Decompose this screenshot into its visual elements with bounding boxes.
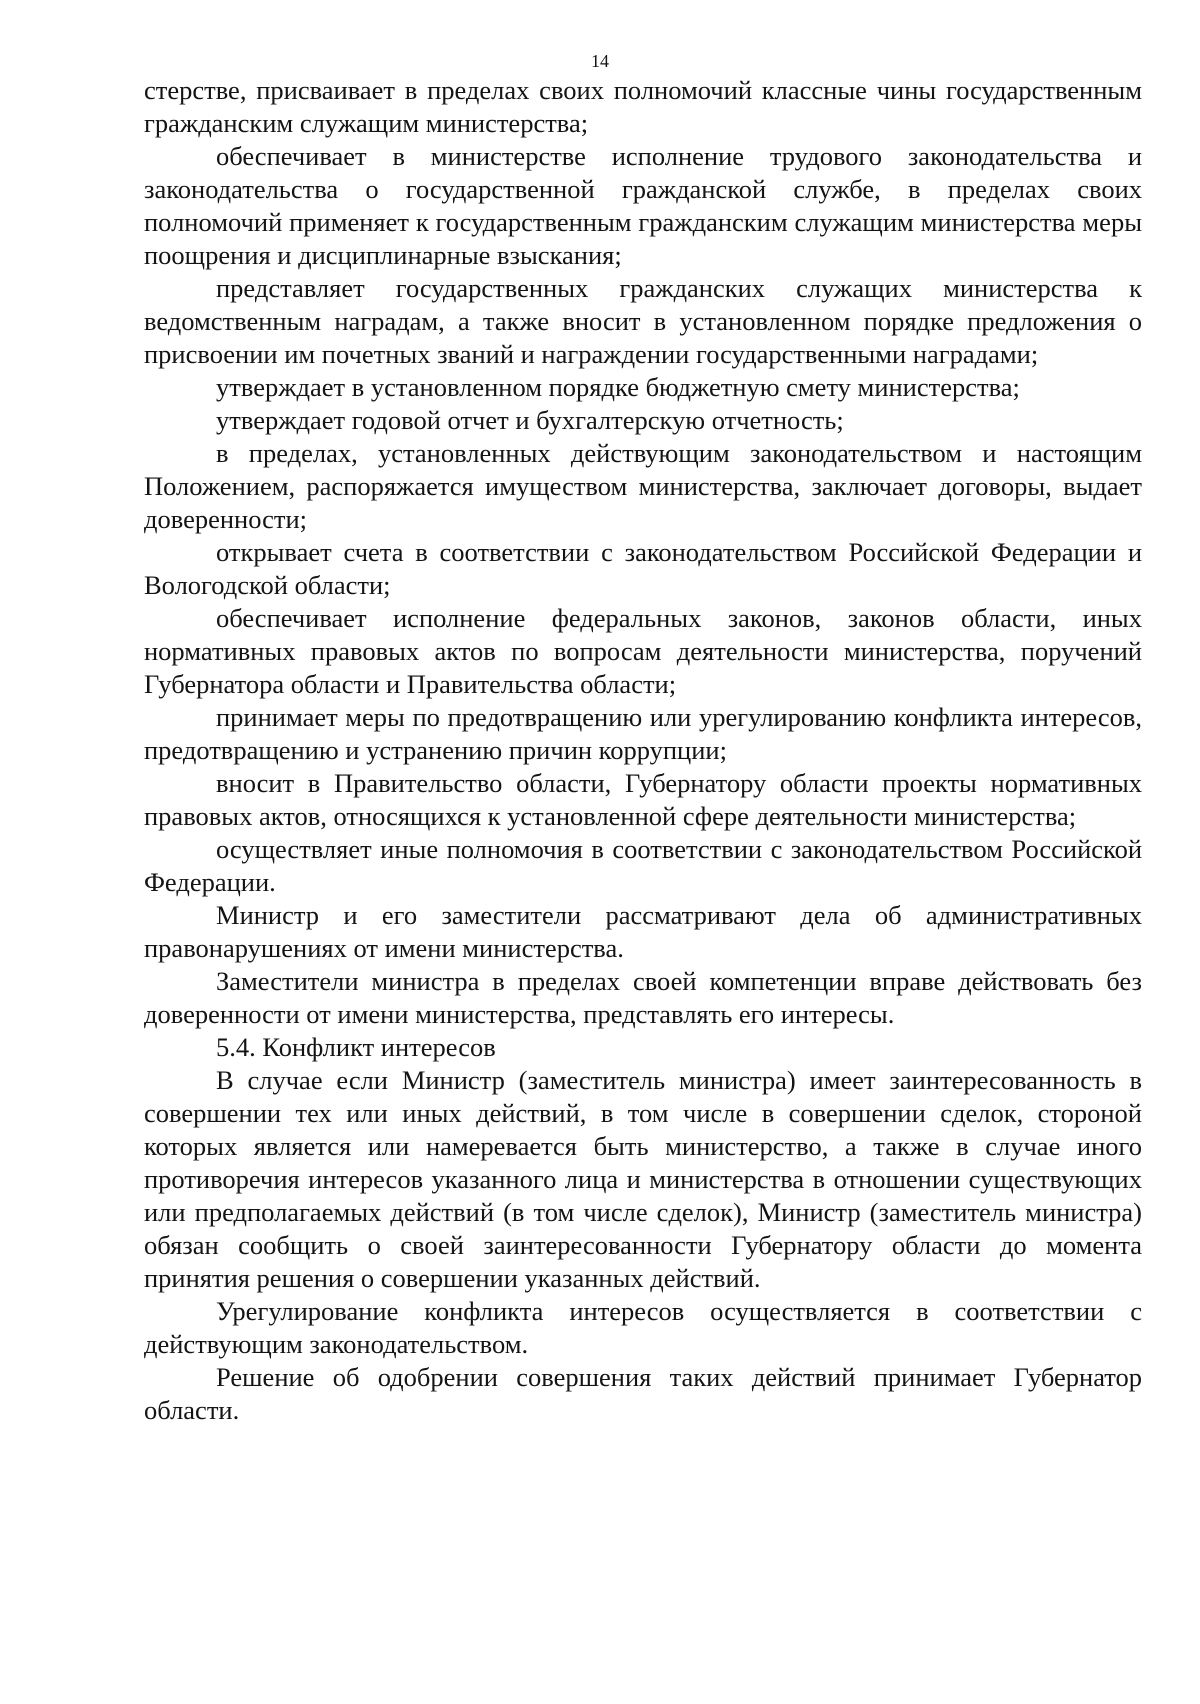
paragraph-continuation: стерстве, присваивает в пределах своих полномочий классные чины государственным гражданским служащим министерства; (144, 75, 1142, 138)
paragraph: вносит в Правительство области, Губернатору области проекты нормативных правовых актов, относящихся к установленной сфере деятельности министерства; (144, 768, 1142, 831)
paragraph: осуществляет иные полномочия в соответствии с законодательством Российской Федерации. (144, 834, 1142, 897)
paragraph: открывает счета в соответствии с законодательством Российской Федерации и Вологодской области; (144, 537, 1142, 600)
paragraph: Министр и его заместители рассматривают дела об административных правонарушениях от имени министерства. (144, 900, 1142, 963)
document-body (144, 74, 1142, 1427)
paragraph: утверждает в установленном порядке бюджетную смету министерства; (216, 372, 1020, 402)
paragraph: В случае если Министр (заместитель министра) имеет заинтересованность в совершении тех или иных действий, в том числе в совершении сделок, стороной которых является или намеревается быть министерство, а также в случае иного противоречия интересов указанного лица и министерства в отношении существующих или предполагаемых действий (в том числе сделок), Министр (заместитель министра) обязан сообщить о своей заинтересованности Губернатору области до момента принятия решения о совершении указанных действий. (144, 1065, 1142, 1293)
paragraph: Урегулирование конфликта интересов осуществляется в соответствии с действующим законодательством. (144, 1296, 1142, 1359)
page-number: 14 (591, 51, 609, 71)
paragraph: принимает меры по предотвращению или урегулированию конфликта интересов, предотвращению и устранению причин коррупции; (144, 702, 1142, 765)
paragraph: Решение об одобрении совершения таких действий принимает Губернатор области. (144, 1362, 1142, 1425)
paragraph: представляет государственных гражданских служащих министерства к ведомственным наградам, а также вносит в установленном порядке предложения о присвоении им почетных званий и награждении государственными наградами; (144, 273, 1142, 369)
paragraph: в пределах, установленных действующим законодательством и настоящим Положением, распоряжается имуществом министерства, заключает договоры, выдает доверенности; (144, 438, 1142, 534)
paragraph: обеспечивает исполнение федеральных законов, законов области, иных нормативных правовых актов по вопросам деятельности министерства, поручений Губернатора области и Правительства области; (144, 603, 1142, 699)
section-heading: 5.4. Конфликт интересов (216, 1032, 496, 1062)
paragraph: Заместители министра в пределах своей компетенции вправе действовать без доверенности от имени министерства, представлять его интересы. (144, 966, 1142, 1029)
paragraph: утверждает годовой отчет и бухгалтерскую отчетность; (216, 405, 844, 435)
paragraph: обеспечивает в министерстве исполнение трудового законодательства и законодательства о государственной гражданской службе, в пределах своих полномочий применяет к государственным гражданским служащим министерства меры поощрения и дисциплинарные взыскания; (144, 141, 1142, 270)
